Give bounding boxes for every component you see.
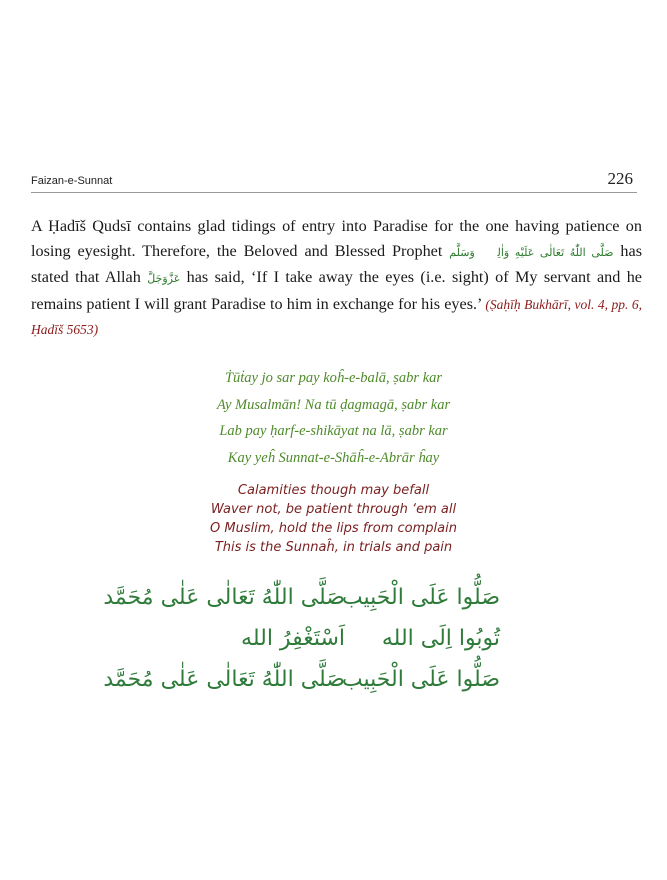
paragraph-text-2: has stated that Allah [31,241,642,286]
translation-line: Waver not, be patient through ‘em all [210,502,457,517]
translation-line: O Muslim, hold the lips from complain [210,521,457,536]
salutation-row [0,585,667,626]
allah-glorification: عَزَّوَجَلَّ [147,273,181,285]
paragraph-text-1: A Ḥadīš Qudsī contains glad tidings of entry into Paradise for the one having patience on losing eyesight. Therefore, the Beloved and Blessed Prophet [31,217,642,260]
poem-line: Ay Musalmān! Na tū ḍagmagā, ṣabr kar [216,396,451,413]
poem-translation [0,481,667,557]
salutation-text: صَلَّى اللّٰهُ تَعَالٰى عَلٰى مُحَمَّد [103,667,345,692]
salutation-text: تُوبُوا اِلَى الله [381,626,500,651]
poem-line: Lab pay ḥarf-e-shikāyat na lā, ṣabr kar [219,423,448,439]
page-number: 226 [607,169,633,188]
salutation-text: صَلُّوا عَلَى الْحَبِيب [341,585,500,610]
poem-transliteration [0,365,667,471]
salutation-row [0,667,667,708]
prophet-salutation: صَلَّى اللّٰهُ تَعَالٰى عَلَيْهِ وَاٰلِهٖ وَسَلَّم [449,246,614,259]
hadith-paragraph [31,214,642,343]
salutation-text: صَلُّوا عَلَى الْحَبِيب [341,667,500,692]
translation-line: This is the Sunnaĥ, in trials and pain [214,540,453,555]
paragraph-text-3: has said, ‘If I take away the eyes (i.e. sight) of My servant and he remains patient I will grant Paradise to him in exchange for his eyes.’ [31,268,642,313]
book-title: Faizan-e-Sunnat [31,175,113,187]
salutation-text: اَسْتَغْفِرُ الله [241,626,345,651]
translation-line: Calamities though may befall [237,483,430,498]
salutation-text: صَلَّى اللّٰهُ تَعَالٰى عَلٰى مُحَمَّد [103,585,345,610]
page-header [31,168,637,193]
poem-line: Ṫūṫay jo sar pay koĥ-e-balā, ṣabr kar [224,370,443,386]
salutation-row [0,626,667,667]
salutations-block [0,585,667,708]
hadith-reference: (Ṣaḥīḥ Bukhārī, vol. 4, pp. 6, Ḥadīš 5653) [31,296,642,337]
poem-line: Kay yeĥ Sunnat-e-Shāĥ-e-Abrār ĥay [227,449,440,466]
